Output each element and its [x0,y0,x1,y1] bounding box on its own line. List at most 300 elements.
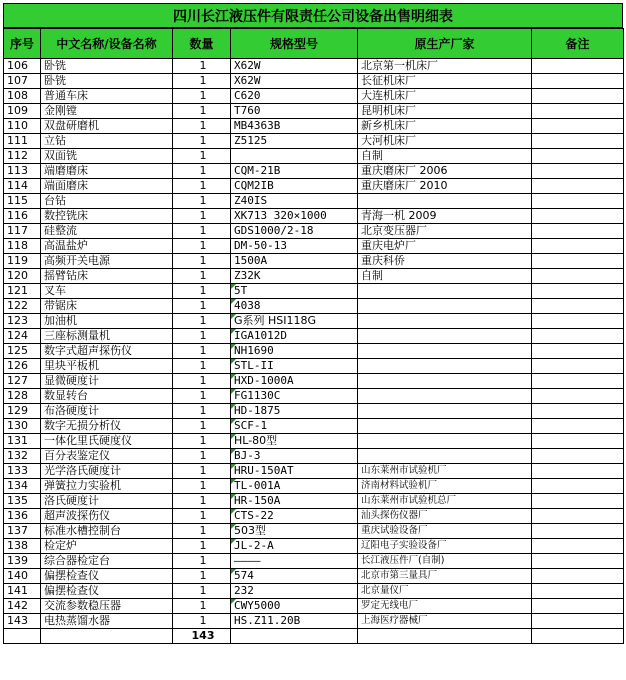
cell-seq-text: 136 [7,509,28,522]
cell-model[interactable] [231,239,358,254]
cell-maker[interactable] [358,614,532,629]
cell-qty[interactable] [173,224,231,239]
cell-seq[interactable] [4,449,41,464]
cell-maker[interactable] [358,59,532,74]
cell-model-text: HXD-1000A [234,374,294,387]
cell-model[interactable] [231,314,358,329]
cell-qty-text: 1 [199,599,207,612]
cell-name-text: 显微硬度计 [44,374,99,387]
cell-seq-text: 112 [7,149,28,162]
cell-remark[interactable] [532,134,624,149]
table-row [4,119,624,134]
cell-model[interactable] [231,464,358,479]
cell-seq-text: 118 [7,239,28,252]
cell-model[interactable] [231,434,358,449]
cell-remark[interactable] [532,149,624,164]
cell-remark[interactable] [532,284,624,299]
cell-maker[interactable] [358,269,532,284]
cell-qty[interactable] [173,89,231,104]
cell-qty[interactable] [173,254,231,269]
cell-remark[interactable] [532,329,624,344]
cell-model[interactable] [231,359,358,374]
cell-name[interactable] [41,89,173,104]
cell-model[interactable] [231,89,358,104]
cell-seq[interactable] [4,269,41,284]
cell-seq[interactable] [4,584,41,599]
cell-name[interactable] [41,164,173,179]
cell-qty[interactable] [173,104,231,119]
cell-maker[interactable] [358,569,532,584]
cell-remark[interactable] [532,194,624,209]
cell-qty[interactable] [173,404,231,419]
cell-name[interactable] [41,524,173,539]
cell-maker[interactable] [358,464,532,479]
cell-qty-text: 1 [199,389,207,402]
cell-seq[interactable] [4,554,41,569]
cell-seq[interactable] [4,599,41,614]
cell-remark[interactable] [532,89,624,104]
cell-maker[interactable] [358,224,532,239]
cell-qty[interactable] [173,344,231,359]
table-row [4,614,624,629]
cell-name[interactable] [41,509,173,524]
cell-model[interactable] [231,104,358,119]
cell-seq[interactable] [4,404,41,419]
cell-remark[interactable] [532,419,624,434]
cell-name[interactable] [41,179,173,194]
cell-remark[interactable] [532,269,624,284]
cell-name[interactable] [41,479,173,494]
cell-model[interactable] [231,554,358,569]
table-row [4,209,624,224]
cell-qty[interactable] [173,539,231,554]
cell-qty[interactable] [173,524,231,539]
cell-model-text: CWY5000 [234,599,281,612]
cell-seq[interactable] [4,359,41,374]
table-row [4,539,624,554]
cell-seq[interactable] [4,284,41,299]
cell-qty-text: 1 [199,314,207,327]
cell-seq[interactable] [4,614,41,629]
cell-seq[interactable] [4,239,41,254]
cell-qty[interactable] [173,134,231,149]
cell-maker[interactable] [358,209,532,224]
cell-name[interactable] [41,194,173,209]
cell-qty[interactable] [173,434,231,449]
cell-model[interactable] [231,179,358,194]
cell-name[interactable] [41,554,173,569]
header-model[interactable]: 规格型号 [231,29,358,59]
cell-maker[interactable] [358,104,532,119]
cell-qty[interactable] [173,599,231,614]
cell-maker-text: 重庆磨床厂 2010 [361,179,448,192]
cell-maker[interactable] [358,119,532,134]
cell-remark[interactable] [532,434,624,449]
cell-qty-text: 1 [199,239,207,252]
cell-maker[interactable] [358,449,532,464]
cell-name[interactable] [41,464,173,479]
cell-remark[interactable] [532,479,624,494]
total-model[interactable] [231,629,358,644]
cell-qty[interactable] [173,239,231,254]
cell-model[interactable] [231,224,358,239]
cell-seq[interactable] [4,494,41,509]
cell-seq[interactable] [4,464,41,479]
cell-comment-marker-icon [231,299,236,304]
cell-model[interactable] [231,569,358,584]
cell-name[interactable] [41,314,173,329]
cell-qty[interactable] [173,449,231,464]
cell-maker[interactable] [358,539,532,554]
cell-remark[interactable] [532,509,624,524]
cell-seq[interactable] [4,59,41,74]
cell-model[interactable] [231,329,358,344]
cell-name[interactable] [41,209,173,224]
cell-remark[interactable] [532,599,624,614]
cell-remark[interactable] [532,554,624,569]
cell-seq[interactable] [4,389,41,404]
total-maker[interactable] [358,629,532,644]
cell-maker[interactable] [358,584,532,599]
header-remark[interactable]: 备注 [532,29,624,59]
cell-qty[interactable] [173,164,231,179]
cell-remark[interactable] [532,524,624,539]
cell-name[interactable] [41,59,173,74]
cell-seq[interactable] [4,344,41,359]
header-name[interactable]: 中文名称/设备名称 [41,29,173,59]
cell-seq[interactable] [4,299,41,314]
cell-remark[interactable] [532,614,624,629]
cell-maker[interactable] [358,479,532,494]
cell-model[interactable] [231,74,358,89]
cell-name[interactable] [41,134,173,149]
cell-seq[interactable] [4,164,41,179]
total-seq[interactable] [4,629,41,644]
total-qty[interactable]: 143 [173,629,231,644]
cell-remark[interactable] [532,539,624,554]
cell-maker-text: 北京变压器厂 [361,224,427,237]
header-qty[interactable]: 数量 [173,29,231,59]
cell-model-text: FG1130C [234,389,281,402]
cell-model[interactable] [231,134,358,149]
cell-model[interactable] [231,374,358,389]
cell-name-text: 标准水槽控制台 [44,524,121,537]
cell-seq-text: 128 [7,389,28,402]
cell-model[interactable] [231,164,358,179]
cell-model[interactable] [231,494,358,509]
cell-model[interactable] [231,524,358,539]
cell-name[interactable] [41,449,173,464]
cell-maker[interactable] [358,329,532,344]
cell-remark[interactable] [532,299,624,314]
cell-name-text: 数字式超声探伤仪 [44,344,132,357]
cell-qty[interactable] [173,209,231,224]
cell-qty[interactable] [173,179,231,194]
cell-comment-marker-icon [231,524,236,529]
cell-model[interactable] [231,149,358,164]
cell-model[interactable] [231,599,358,614]
table-row [4,584,624,599]
cell-maker[interactable] [358,74,532,89]
cell-name[interactable] [41,119,173,134]
cell-name[interactable] [41,299,173,314]
cell-model[interactable] [231,479,358,494]
cell-name-text: 高温盐炉 [44,239,88,252]
cell-maker-text: 北京第一机床厂 [361,59,438,72]
cell-maker[interactable] [358,164,532,179]
cell-model-text: CQM-21B [234,164,281,177]
cell-remark[interactable] [532,314,624,329]
cell-name-text: 百分表鉴定仪 [44,449,110,462]
cell-name[interactable] [41,389,173,404]
cell-qty[interactable] [173,569,231,584]
cell-qty[interactable] [173,614,231,629]
cell-maker[interactable] [358,254,532,269]
cell-seq-text: 135 [7,494,28,507]
cell-model-text: 5T [234,284,248,297]
cell-qty[interactable] [173,314,231,329]
cell-seq-text: 113 [7,164,28,177]
cell-qty-text: 1 [199,104,207,117]
cell-model[interactable] [231,614,358,629]
cell-name[interactable] [41,284,173,299]
cell-seq[interactable] [4,569,41,584]
cell-remark[interactable] [532,59,624,74]
cell-maker[interactable] [358,404,532,419]
cell-model[interactable] [231,119,358,134]
cell-maker[interactable] [358,494,532,509]
cell-maker[interactable] [358,374,532,389]
cell-maker[interactable] [358,194,532,209]
cell-name[interactable] [41,374,173,389]
cell-seq[interactable] [4,134,41,149]
cell-maker[interactable] [358,554,532,569]
cell-seq[interactable] [4,119,41,134]
cell-name[interactable] [41,104,173,119]
cell-maker[interactable] [358,134,532,149]
cell-maker[interactable] [358,434,532,449]
cell-seq[interactable] [4,209,41,224]
cell-model[interactable] [231,344,358,359]
cell-maker[interactable] [358,419,532,434]
cell-model-text: Z40IS [234,194,268,207]
cell-model[interactable] [231,419,358,434]
cell-model[interactable] [231,539,358,554]
cell-remark[interactable] [532,449,624,464]
cell-name-text: 硅整流 [44,224,77,237]
cell-name[interactable] [41,539,173,554]
cell-maker[interactable] [358,389,532,404]
cell-seq[interactable] [4,539,41,554]
cell-remark[interactable] [532,359,624,374]
total-name[interactable] [41,629,173,644]
cell-name[interactable] [41,254,173,269]
cell-remark[interactable] [532,254,624,269]
cell-maker[interactable] [358,239,532,254]
cell-model[interactable] [231,254,358,269]
cell-seq[interactable] [4,329,41,344]
cell-remark[interactable] [532,374,624,389]
cell-qty-text: 1 [199,209,207,222]
cell-seq-text: 122 [7,299,28,312]
cell-maker-text: 山东莱州市试验机总厂 [361,495,457,506]
cell-seq-text: 125 [7,344,28,357]
cell-qty-text: 1 [199,329,207,342]
cell-remark[interactable] [532,389,624,404]
cell-comment-marker-icon [231,539,236,544]
cell-name[interactable] [41,599,173,614]
cell-qty[interactable] [173,119,231,134]
cell-maker[interactable] [358,344,532,359]
cell-remark[interactable] [532,74,624,89]
cell-qty[interactable] [173,464,231,479]
cell-model[interactable] [231,209,358,224]
cell-remark[interactable] [532,404,624,419]
cell-remark[interactable] [532,164,624,179]
cell-model[interactable] [231,269,358,284]
cell-model-text: BJ-3 [234,449,261,462]
cell-model[interactable] [231,284,358,299]
cell-model[interactable] [231,299,358,314]
cell-maker[interactable] [358,89,532,104]
cell-maker[interactable] [358,524,532,539]
cell-remark[interactable] [532,209,624,224]
cell-model[interactable] [231,59,358,74]
cell-name-text: 带锯床 [44,299,77,312]
cell-name[interactable] [41,569,173,584]
cell-name[interactable] [41,329,173,344]
cell-name[interactable] [41,614,173,629]
cell-qty[interactable] [173,284,231,299]
table-row [4,149,624,164]
cell-seq[interactable] [4,524,41,539]
cell-remark[interactable] [532,569,624,584]
cell-qty[interactable] [173,59,231,74]
cell-qty[interactable] [173,74,231,89]
cell-maker[interactable] [358,149,532,164]
cell-remark[interactable] [532,239,624,254]
cell-seq-text: 126 [7,359,28,372]
cell-maker[interactable] [358,509,532,524]
cell-maker[interactable] [358,179,532,194]
cell-remark[interactable] [532,344,624,359]
cell-qty[interactable] [173,419,231,434]
cell-model[interactable] [231,389,358,404]
cell-name-text: 叉车 [44,284,66,297]
total-remark[interactable] [532,629,624,644]
cell-qty[interactable] [173,494,231,509]
cell-remark[interactable] [532,584,624,599]
cell-maker-text: 新乡机床厂 [361,119,416,132]
cell-seq[interactable] [4,314,41,329]
cell-qty-text: 1 [199,284,207,297]
cell-seq[interactable] [4,254,41,269]
cell-maker-text: 汕头探伤仪器厂 [361,510,428,521]
cell-maker[interactable] [358,599,532,614]
header-maker[interactable]: 原生产厂家 [358,29,532,59]
cell-qty[interactable] [173,359,231,374]
cell-name[interactable] [41,149,173,164]
cell-model[interactable] [231,584,358,599]
cell-comment-marker-icon [231,314,236,319]
cell-remark[interactable] [532,464,624,479]
cell-remark[interactable] [532,119,624,134]
cell-name[interactable] [41,494,173,509]
header-seq[interactable]: 序号 [4,29,41,59]
cell-name[interactable] [41,584,173,599]
cell-name[interactable] [41,404,173,419]
cell-model-text: SCF-1 [234,419,268,432]
cell-seq[interactable] [4,224,41,239]
cell-qty[interactable] [173,194,231,209]
cell-qty[interactable] [173,584,231,599]
cell-qty[interactable] [173,554,231,569]
cell-model[interactable] [231,509,358,524]
cell-qty[interactable] [173,509,231,524]
cell-maker[interactable] [358,314,532,329]
cell-name[interactable] [41,224,173,239]
cell-qty[interactable] [173,389,231,404]
cell-remark[interactable] [532,224,624,239]
cell-seq[interactable] [4,434,41,449]
cell-seq[interactable] [4,509,41,524]
cell-qty[interactable] [173,374,231,389]
cell-name[interactable] [41,74,173,89]
cell-name[interactable] [41,239,173,254]
cell-comment-marker-icon [231,404,236,409]
cell-model[interactable] [231,449,358,464]
cell-name-text: 端面磨床 [44,179,88,192]
cell-qty[interactable] [173,149,231,164]
cell-name[interactable] [41,344,173,359]
table-row [4,359,624,374]
cell-seq[interactable] [4,419,41,434]
cell-name[interactable] [41,359,173,374]
cell-qty[interactable] [173,269,231,284]
cell-qty[interactable] [173,329,231,344]
cell-qty-text: 1 [199,134,207,147]
cell-model[interactable] [231,404,358,419]
cell-seq[interactable] [4,479,41,494]
cell-seq[interactable] [4,104,41,119]
cell-name[interactable] [41,269,173,284]
cell-remark[interactable] [532,104,624,119]
cell-qty[interactable] [173,479,231,494]
cell-seq[interactable] [4,89,41,104]
cell-remark[interactable] [532,494,624,509]
cell-seq-text: 129 [7,404,28,417]
cell-model[interactable] [231,194,358,209]
cell-maker-text: 辽阳电子实验设备厂 [361,540,447,551]
cell-comment-marker-icon [231,434,236,439]
cell-maker[interactable] [358,359,532,374]
cell-seq[interactable] [4,74,41,89]
cell-seq[interactable] [4,374,41,389]
cell-seq[interactable] [4,194,41,209]
equipment-table [3,28,624,644]
cell-remark[interactable] [532,179,624,194]
cell-maker[interactable] [358,284,532,299]
cell-seq[interactable] [4,149,41,164]
cell-seq[interactable] [4,179,41,194]
cell-qty[interactable] [173,299,231,314]
table-row [4,224,624,239]
cell-name[interactable] [41,419,173,434]
table-row [4,524,624,539]
cell-maker[interactable] [358,299,532,314]
cell-name[interactable] [41,434,173,449]
cell-qty-text: 1 [199,539,207,552]
